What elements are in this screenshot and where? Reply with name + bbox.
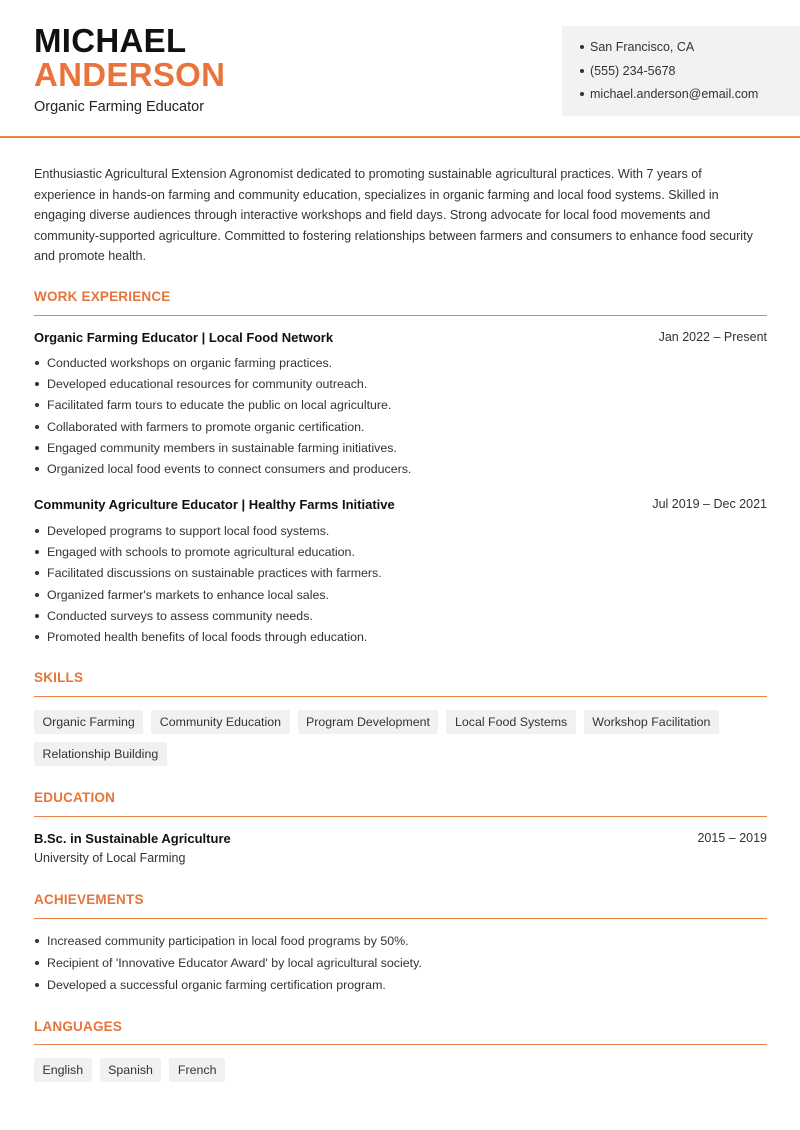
first-name: MICHAEL <box>34 22 187 59</box>
education-degree: B.Sc. in Sustainable Agriculture <box>34 831 231 846</box>
last-name: ANDERSON <box>34 56 226 93</box>
job-bullets <box>34 355 767 482</box>
language-tag: English <box>34 1058 92 1082</box>
job-dates: Jan 2022 – Present <box>658 330 767 344</box>
list-item: Recipient of 'Innovative Educator Award' by local agricultural society. <box>34 955 767 977</box>
list-item: Facilitated discussions on sustainable practices with farmers. <box>34 565 767 586</box>
language-tags <box>34 1058 767 1082</box>
list-item: Developed programs to support local food systems. <box>34 523 767 544</box>
section-title-achievements: ACHIEVEMENTS <box>34 892 144 907</box>
list-item: Engaged with schools to promote agricultural education. <box>34 544 767 565</box>
section-rule <box>34 1044 767 1045</box>
skill-tag: Relationship Building <box>34 742 167 766</box>
list-item: Engaged community members in sustainable farming initiatives. <box>34 440 767 461</box>
job-title: Organic Farming Educator <box>34 99 205 115</box>
job-header <box>34 497 767 512</box>
section-title-languages: LANGUAGES <box>34 1019 123 1034</box>
list-item: Conducted workshops on organic farming practices. <box>34 355 767 376</box>
section-title-skills: SKILLS <box>34 670 84 685</box>
list-item: Promoted health benefits of local foods through education. <box>34 629 767 650</box>
job-header <box>34 330 767 345</box>
resume-header <box>0 0 800 138</box>
section-title-work: WORK EXPERIENCE <box>34 289 171 304</box>
skill-tag: Program Development <box>298 710 439 734</box>
list-item: Organized local food events to connect consumers and producers. <box>34 461 767 482</box>
list-item: Developed educational resources for community outreach. <box>34 376 767 397</box>
job-role: Organic Farming Educator | Local Food Network <box>34 330 334 345</box>
list-item: Facilitated farm tours to educate the public on local agriculture. <box>34 397 767 418</box>
contact-email: michael.anderson@email.com <box>580 86 800 110</box>
education-school: University of Local Farming <box>34 851 186 865</box>
list-item: Organized farmer's markets to enhance local sales. <box>34 587 767 608</box>
education-dates: 2015 – 2019 <box>697 831 767 845</box>
section-rule <box>34 816 767 817</box>
section-rule <box>34 918 767 919</box>
list-item: Conducted surveys to assess community needs. <box>34 608 767 629</box>
list-item: Collaborated with farmers to promote organic certification. <box>34 419 767 440</box>
contact-box <box>562 26 800 116</box>
job-role: Community Agriculture Educator | Healthy Farms Initiative <box>34 497 395 512</box>
skill-tag: Workshop Facilitation <box>584 710 719 734</box>
section-rule <box>34 315 767 316</box>
achievement-bullets <box>34 933 767 999</box>
skill-tag: Local Food Systems <box>446 710 575 734</box>
job-bullets <box>34 523 767 650</box>
contact-location: San Francisco, CA <box>580 39 800 63</box>
skill-tag: Organic Farming <box>34 710 143 734</box>
skills-tags <box>34 710 767 766</box>
list-item: Developed a successful organic farming certification program. <box>34 977 767 999</box>
skill-tag: Community Education <box>151 710 289 734</box>
language-tag: French <box>169 1058 225 1082</box>
contact-phone: (555) 234-5678 <box>580 63 800 87</box>
summary: Enthusiastic Agricultural Extension Agronomist dedicated to promoting sustainable agricultural practices. With 7 years of experience in hands-on farming and community education, specializes in organic farming and local food systems. Skilled in engaging diverse audiences through interactive workshops and field days. Strong advocate for local food movements and community-supported agriculture. Committed to fostering relationships between farmers and consumers to enhance food security and promote health. <box>34 167 753 263</box>
section-rule <box>34 696 767 697</box>
list-item: Increased community participation in local food programs by 50%. <box>34 933 767 955</box>
language-tag: Spanish <box>100 1058 162 1082</box>
job-dates: Jul 2019 – Dec 2021 <box>652 497 767 511</box>
section-title-education: EDUCATION <box>34 790 116 805</box>
